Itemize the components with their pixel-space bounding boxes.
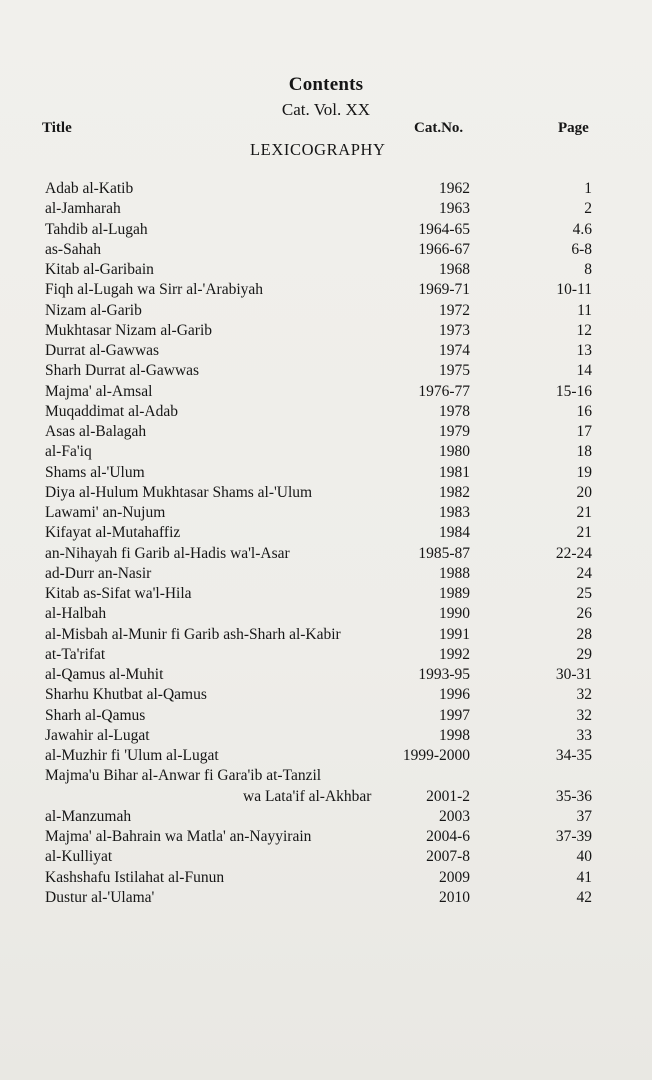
entry-catno: 1972 — [439, 301, 470, 319]
entry-page: 2 — [584, 200, 592, 218]
entry-page: 1 — [584, 180, 592, 197]
entry-catno: 1996 — [439, 686, 470, 704]
entry-catno: 1985-87 — [418, 544, 470, 562]
entry-catno: 1988 — [439, 564, 470, 582]
entry-title: Dustur al-'Ulama' — [45, 888, 155, 906]
entry-title: ad-Durr an-Nasir — [45, 564, 152, 582]
entry-catno: 1964-65 — [418, 220, 470, 238]
entry-catno: 2004-6 — [426, 828, 470, 845]
list-item — [0, 442, 652, 462]
entry-page: 10-11 — [556, 281, 592, 299]
entry-title: Sharh al-Qamus — [45, 706, 146, 724]
contents-list — [0, 179, 652, 908]
entry-page: 28 — [576, 625, 592, 643]
entry-title: al-Manzumah — [45, 807, 132, 825]
list-item — [0, 321, 652, 341]
list-item — [0, 361, 652, 381]
list-item — [0, 422, 652, 442]
entry-catno: 1981 — [439, 463, 470, 481]
entry-catno: 1992 — [439, 645, 470, 663]
list-item — [0, 868, 652, 888]
list-item — [0, 787, 652, 807]
entry-page: 30-31 — [555, 666, 592, 683]
entry-catno: 1969-71 — [418, 281, 470, 299]
column-header-page: Page — [558, 120, 589, 136]
entry-title: Nizam al-Garib — [45, 301, 142, 319]
list-item — [0, 463, 652, 483]
entry-title: al-Kulliyat — [45, 848, 113, 866]
entry-catno: 1982 — [439, 483, 470, 501]
entry-title: al-Halbah — [45, 605, 107, 623]
entry-title: al-Fa'iq — [45, 443, 92, 461]
entry-page: 34-35 — [555, 747, 592, 764]
list-item — [0, 260, 652, 280]
catalogue-volume: Cat. Vol. XX — [281, 100, 371, 119]
entry-catno: 1983 — [439, 504, 470, 521]
list-item — [0, 341, 652, 361]
entry-catno: 1990 — [439, 605, 470, 623]
entry-page: 29 — [576, 645, 592, 663]
entry-title: al-Muzhir fi 'Ulum al-Lugat — [45, 747, 219, 764]
entry-title: an-Nihayah fi Garib al-Hadis wa'l-Asar — [45, 544, 290, 562]
entry-catno: 1984 — [439, 524, 470, 542]
entry-page: 4.6 — [572, 220, 592, 238]
entry-catno: 1966-67 — [418, 240, 470, 258]
entry-title: Jawahir al-Lugat — [45, 726, 150, 744]
list-item — [0, 240, 652, 260]
entry-catno: 1993-95 — [418, 666, 470, 683]
section-heading: LEXICOGRAPHY — [250, 140, 386, 159]
list-item — [0, 382, 652, 402]
entry-catno: 1976-77 — [418, 382, 470, 400]
list-item — [0, 827, 652, 847]
list-item — [0, 523, 652, 543]
entry-catno: 1973 — [439, 321, 470, 339]
entry-title: Kitab as-Sifat wa'l-Hila — [45, 585, 192, 602]
entry-title: Sharh Durrat al-Gawwas — [45, 362, 200, 380]
entry-page: 16 — [576, 402, 592, 420]
list-item — [0, 503, 652, 523]
entry-title: Majma' al-Bahrain wa Matla' an-Nayyirain — [45, 828, 312, 845]
entry-title: wa Lata'if al-Akhbar — [243, 787, 372, 805]
entry-page: 15-16 — [555, 382, 592, 400]
entry-page: 40 — [576, 848, 592, 866]
entry-title: Kitab al-Garibain — [45, 261, 154, 278]
entry-page: 22-24 — [555, 544, 592, 562]
entry-page: 21 — [576, 524, 592, 542]
entry-title: as-Sahah — [45, 240, 101, 258]
entry-catno: 1989 — [439, 585, 470, 602]
entry-page: 19 — [576, 463, 592, 481]
list-item — [0, 625, 652, 645]
entry-catno: 2007-8 — [426, 848, 470, 866]
entry-page: 24 — [576, 564, 592, 582]
entry-title: Sharhu Khutbat al-Qamus — [45, 686, 207, 704]
entry-page: 37 — [576, 807, 592, 825]
entry-catno: 1962 — [439, 180, 470, 197]
list-item — [0, 766, 652, 786]
entry-title: Fiqh al-Lugah wa Sirr al-'Arabiyah — [45, 281, 264, 299]
entry-page: 32 — [576, 706, 592, 724]
entry-catno: 1968 — [439, 261, 470, 278]
list-item — [0, 706, 652, 726]
entry-catno: 2001-2 — [426, 787, 470, 805]
entry-title: al-Misbah al-Munir fi Garib ash-Sharh al-Kabir — [45, 625, 341, 643]
entry-title: al-Jamharah — [45, 200, 121, 218]
entry-title: Tahdib al-Lugah — [45, 220, 148, 238]
entry-title: Muqaddimat al-Adab — [45, 402, 179, 420]
list-item — [0, 280, 652, 300]
list-item — [0, 604, 652, 624]
list-item — [0, 888, 652, 908]
entry-page: 13 — [576, 342, 592, 359]
entry-page: 21 — [576, 504, 592, 521]
entry-catno: 1998 — [439, 726, 470, 744]
entry-catno: 1963 — [439, 200, 470, 218]
list-item — [0, 685, 652, 705]
entry-title: Mukhtasar Nizam al-Garib — [45, 321, 212, 339]
entry-title: Adab al-Katib — [45, 180, 134, 197]
list-item — [0, 665, 652, 685]
list-item — [0, 179, 652, 199]
entry-page: 17 — [576, 423, 592, 440]
entry-title: Asas al-Balagah — [45, 423, 147, 440]
entry-page: 20 — [576, 483, 592, 501]
list-item — [0, 483, 652, 503]
entry-catno: 1980 — [439, 443, 470, 461]
entry-page: 26 — [576, 605, 592, 623]
entry-title: Kashshafu Istilahat al-Funun — [45, 868, 225, 886]
list-item — [0, 301, 652, 321]
entry-page: 12 — [576, 321, 592, 339]
entry-catno: 1991 — [439, 625, 470, 643]
entry-title: Majma' al-Amsal — [45, 382, 153, 400]
list-item — [0, 402, 652, 422]
entry-catno: 2003 — [439, 807, 470, 825]
list-item — [0, 847, 652, 867]
page-title: Contents — [288, 74, 364, 95]
list-item — [0, 807, 652, 827]
list-item — [0, 726, 652, 746]
list-item — [0, 199, 652, 219]
entry-title: Shams al-'Ulum — [45, 463, 145, 481]
entry-page: 14 — [576, 362, 592, 380]
entry-page: 6-8 — [571, 240, 592, 258]
list-item — [0, 544, 652, 564]
entry-title: Lawami' an-Nujum — [45, 504, 166, 521]
entry-page: 11 — [577, 301, 592, 319]
entry-page: 25 — [576, 585, 592, 602]
column-header-title: Title — [42, 120, 72, 136]
entry-title: Diya al-Hulum Mukhtasar Shams al-'Ulum — [45, 483, 313, 501]
entry-page: 33 — [576, 726, 592, 744]
list-item — [0, 584, 652, 604]
entry-catno: 1975 — [439, 362, 470, 380]
list-item — [0, 220, 652, 240]
entry-title: al-Qamus al-Muhit — [45, 666, 164, 683]
entry-page: 42 — [576, 888, 592, 906]
entry-catno: 1974 — [439, 342, 470, 359]
list-item — [0, 564, 652, 584]
column-header-catno: Cat.No. — [414, 120, 464, 136]
list-item — [0, 746, 652, 766]
entry-title: Durrat al-Gawwas — [45, 342, 160, 359]
entry-catno: 2010 — [439, 888, 470, 906]
entry-catno: 1999-2000 — [402, 747, 470, 764]
entry-title: Kifayat al-Mutahaffiz — [45, 524, 181, 542]
entry-title: Majma'u Bihar al-Anwar fi Gara'ib at-Tanzil — [45, 767, 322, 785]
entry-catno: 1997 — [439, 706, 470, 724]
entry-page: 37-39 — [555, 828, 592, 845]
entry-page: 32 — [576, 686, 592, 704]
entry-catno: 1978 — [439, 402, 470, 420]
entry-page: 8 — [584, 261, 592, 278]
entry-page: 18 — [576, 443, 592, 461]
entry-title: at-Ta'rifat — [45, 645, 106, 663]
entry-catno: 2009 — [439, 868, 470, 886]
entry-catno: 1979 — [439, 423, 470, 440]
entry-page: 35-36 — [555, 787, 592, 805]
entry-page: 41 — [576, 868, 592, 886]
list-item — [0, 645, 652, 665]
